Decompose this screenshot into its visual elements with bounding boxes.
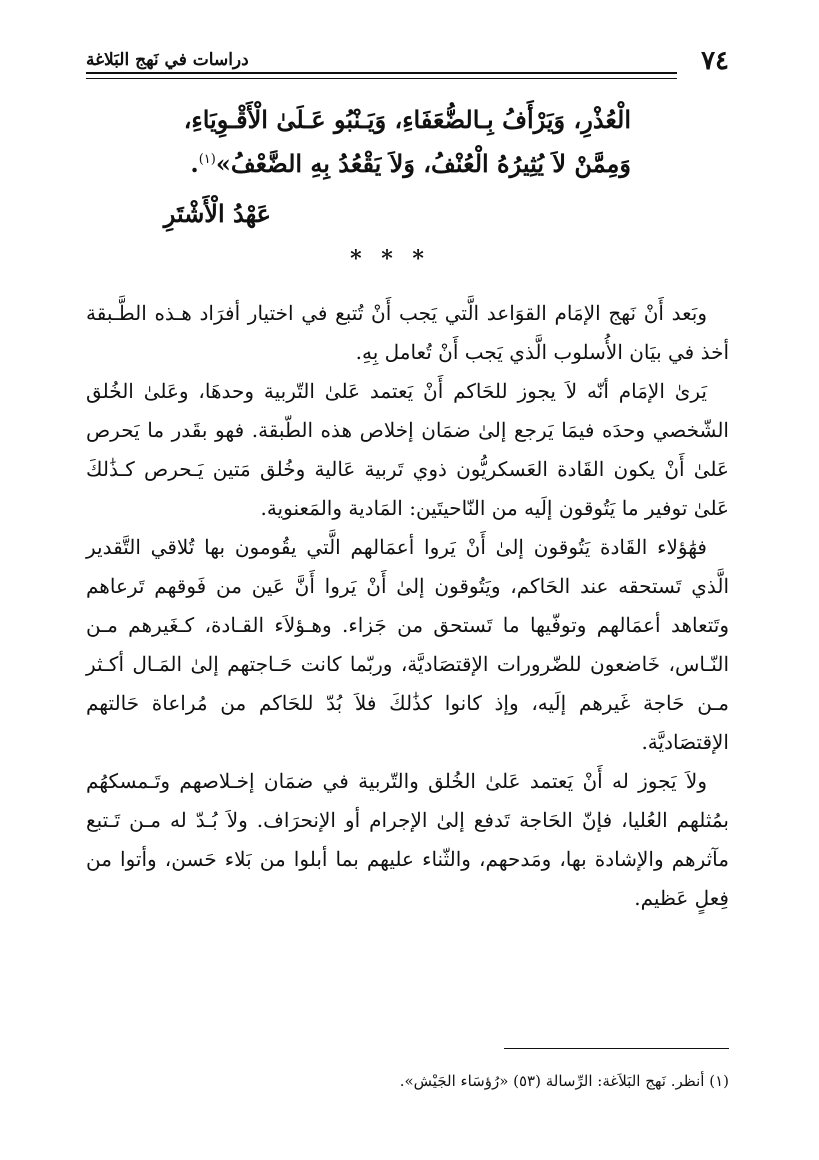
paragraph-2: يَرىٰ الإمَام أنّه لاَ يجوز للحَاكم أَنْ يَعتمد عَلىٰ التّربية وحدهَا، وعَلىٰ الخُلق الشّخصي وحدَه فيمَا يَرجع إلىٰ ضمَان إخلاص هذه الطّبقة. فهو بقَدر ما يَحرص عَلىٰ أَنْ يكون القَادة العَسكريُّون ذوي تَربية عَالية وخُلق مَتين يَـحرص كـذَٰلكَ عَلىٰ توفير ما يَتُوقون إلَيه من النّاحيتَين: المَادية والمَعنوية. bbox=[86, 379, 729, 520]
footnote-rule bbox=[504, 1048, 729, 1049]
header-rule-thin bbox=[86, 78, 677, 79]
footnote-marker: (١) bbox=[709, 1072, 729, 1090]
body-text bbox=[86, 294, 729, 918]
footnote bbox=[209, 1070, 729, 1092]
quote-line-2-end: . bbox=[190, 149, 199, 178]
quote-line-2 bbox=[191, 140, 631, 184]
section-separator: * * * bbox=[350, 246, 430, 272]
footnote-text: أنظر. نَهج البَلاَغة: الرِّسالة (٥٣) «رُؤسَاء الجَيْش». bbox=[399, 1072, 705, 1090]
paragraph-1: وبَعد أَنْ نَهج الإمَام القوَاعد الَّتي يَجب أَنْ تُتبع في اختيار أفرَاد هـذه الطَّـبقة أخذ في بيَان الأُسلوب الَّذي يَجب أَنْ تُعامل بِهِ. bbox=[86, 301, 729, 364]
header-rule bbox=[86, 72, 677, 74]
footnote-reference: (١) bbox=[198, 152, 216, 167]
quote-line-1: الْعُذْرِ، وَيَرْأَفُ بِـالضُّعَفَاءِ، وَيَـنْبُو عَـلَىٰ الْأَقْـوِيَاءِ، bbox=[183, 105, 631, 134]
running-title: دراسات في نَهج البَلاغة bbox=[86, 50, 249, 70]
paragraph-3: فهَٰؤلاء القَادة يَتُوقون إلىٰ أَنْ يَروا أعمَالهم الَّتي يقُومون بها تُلاقي التَّقدير الَّذي تَستحقه عند الحَاكم، ويَتُوقون إلىٰ أَنْ يَروا أَنَّ عَين من فَوقهم تَرعاهم وتَتعاهد أعمَالهم وتوفّيها ما تَستحق من جَزاء. وهـؤلاَء القـادة، كـغَيرهم مـن النّـاس، خَاضعون للضّرورات الإقتصَاديَّة، وربّما كانت حَـاجتهم إلىٰ المَـال أكـثر مـن حَاجة غَيرهم إلَيه، وإذ كانوا كذَٰلكَ فلاَ بُدّ للحَاكم من مُراعاة حَالتهم الإقتصَاديَّة. bbox=[86, 535, 729, 754]
paragraph-4: ولاَ يَجوز له أَنْ يَعتمد عَلىٰ الخُلق والتّربية في ضمَان إخـلاصهم وتَـمسكهُم بمُثلهم العُليا، فإنّ الحَاجة تَدفع إلىٰ الإجرام أو الإنحرَاف. ولاَ بُـدّ له مـن تَـتبع مآثرهم والإشادة بها، ومَدحهم، والثّناء عليهم بما أبلوا من بَلاء حَسن، وأتوا من فِعلٍ عَظيم. bbox=[86, 769, 730, 910]
page-number: ٧٤ bbox=[701, 46, 729, 76]
quote-source-title: عَهْدُ الْأَشْتَرِ bbox=[163, 199, 271, 228]
page-header bbox=[86, 44, 729, 84]
quote-line-2-text: وَمِمَّنْ لاَ يُثِيرُهُ الْعُنْفُ، وَلاَ يَقْعُدُ بِهِ الضَّعْفُ» bbox=[215, 149, 631, 178]
quoted-passage bbox=[183, 100, 631, 184]
